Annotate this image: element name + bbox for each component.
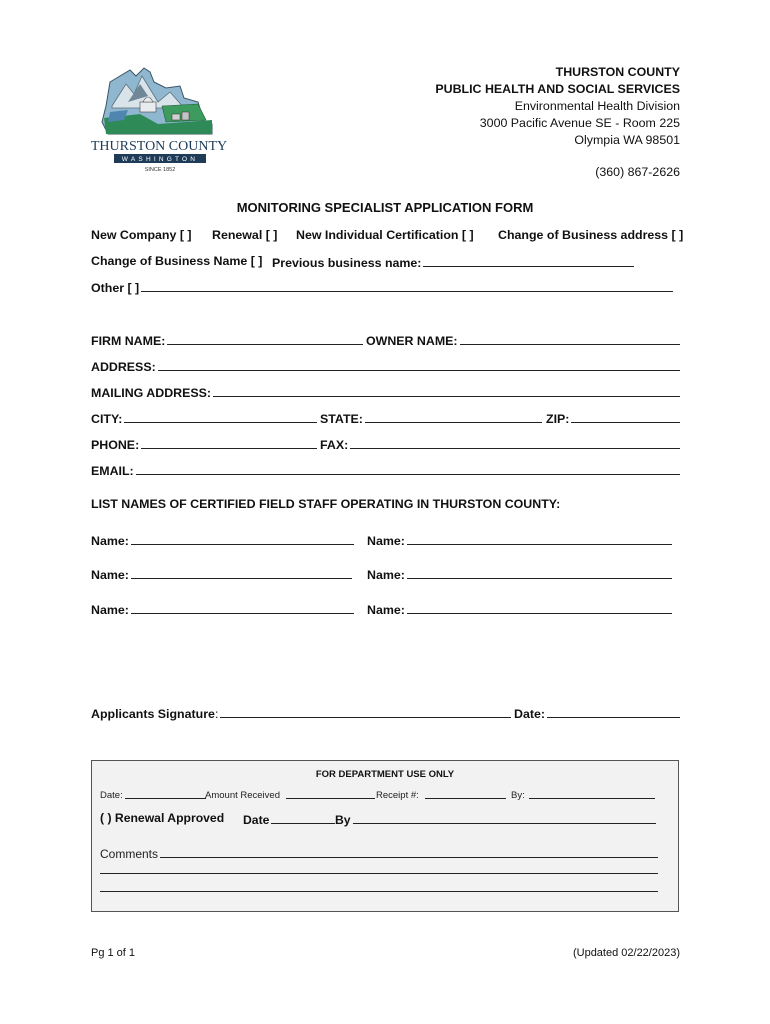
- staff-heading: LIST NAMES OF CERTIFIED FIELD STAFF OPERATING IN THURSTON COUNTY:: [91, 497, 561, 511]
- approved-date-label: Date: [243, 813, 270, 827]
- option-change-address[interactable]: [498, 228, 683, 242]
- applicant-signature-field[interactable]: [91, 705, 511, 721]
- staff-name-label: Name:: [367, 534, 405, 548]
- fax-label: FAX:: [320, 438, 349, 452]
- email-field[interactable]: [91, 462, 680, 478]
- dept-receipt-label: Receipt #:: [376, 790, 419, 801]
- dept-amount-label: Amount Received: [205, 790, 280, 801]
- signature-date-label: Date:: [514, 707, 545, 721]
- state-label: STATE:: [320, 412, 363, 426]
- logo-since: SINCE 1852: [144, 167, 176, 173]
- dept-by-field[interactable]: [511, 789, 655, 801]
- agency-address-block: [435, 64, 680, 181]
- phone-field[interactable]: [91, 436, 317, 452]
- firm-name-label: FIRM NAME:: [91, 334, 166, 348]
- approved-by-label: By: [335, 813, 351, 827]
- approved-date-field[interactable]: [243, 811, 335, 827]
- email-label: EMAIL:: [91, 464, 134, 478]
- option-renewal[interactable]: [212, 228, 277, 242]
- fax-field[interactable]: [320, 436, 680, 452]
- comments-field[interactable]: [100, 845, 658, 861]
- staff-name-3[interactable]: [91, 566, 352, 582]
- option-other-label: Other [ ]: [91, 281, 140, 295]
- page-number: Pg 1 of 1: [91, 947, 136, 959]
- comments-line-2[interactable]: [100, 873, 658, 874]
- comments-label: Comments: [100, 847, 159, 861]
- renewal-approved-option[interactable]: ( ) Renewal Approved: [100, 811, 225, 825]
- signature-label: Applicants Signature: [91, 707, 215, 721]
- mailing-address-label: MAILING ADDRESS:: [91, 386, 212, 400]
- staff-name-2[interactable]: [367, 532, 672, 548]
- firm-name-field[interactable]: [91, 332, 363, 348]
- dept-date-field[interactable]: [100, 789, 206, 801]
- option-new-individual-label: New Individual Certification [ ]: [296, 228, 474, 242]
- approved-by-field[interactable]: [335, 811, 656, 827]
- form-title: MONITORING SPECIALIST APPLICATION FORM: [236, 200, 534, 215]
- option-change-name-label: Change of Business Name [ ]: [91, 254, 263, 268]
- option-new-company-label: New Company [ ]: [91, 228, 192, 242]
- option-new-company[interactable]: [91, 228, 192, 242]
- dept-receipt-field[interactable]: [376, 789, 506, 801]
- mailing-address-field[interactable]: [91, 384, 680, 400]
- header-city: Olympia WA 98501: [574, 133, 680, 147]
- staff-name-5[interactable]: [91, 601, 354, 617]
- option-renewal-label: Renewal [ ]: [212, 228, 278, 242]
- signature-date-field[interactable]: [514, 705, 680, 721]
- city-field[interactable]: [91, 410, 317, 426]
- option-new-individual[interactable]: [296, 228, 474, 242]
- header-phone: (360) 867-2626: [595, 165, 680, 179]
- staff-name-4[interactable]: [367, 566, 672, 582]
- dept-by-label: By:: [511, 790, 525, 801]
- staff-name-label: Name:: [91, 603, 129, 617]
- previous-business-name-label: Previous business name:: [272, 256, 422, 270]
- option-change-name[interactable]: [91, 254, 262, 268]
- updated-date: (Updated 02/22/2023): [572, 947, 680, 959]
- header-county: THURSTON COUNTY: [555, 65, 680, 79]
- staff-name-label: Name:: [367, 603, 405, 617]
- owner-name-field[interactable]: [366, 332, 680, 348]
- staff-name-label: Name:: [367, 568, 405, 582]
- previous-business-name-field[interactable]: [272, 254, 634, 270]
- dept-date-label: Date:: [100, 790, 123, 801]
- address-label: ADDRESS:: [91, 360, 156, 374]
- state-field[interactable]: [320, 410, 542, 426]
- address-field[interactable]: [91, 358, 680, 374]
- option-change-address-label: Change of Business address [ ]: [498, 228, 684, 242]
- dept-amount-field[interactable]: [205, 789, 375, 801]
- staff-name-6[interactable]: [367, 601, 672, 617]
- logo-county-name: THURSTON COUNTY: [90, 139, 228, 154]
- city-label: CITY:: [91, 412, 123, 426]
- header-division: Environmental Health Division: [514, 99, 680, 113]
- header-street: 3000 Pacific Avenue SE - Room 225: [479, 116, 680, 130]
- thurston-county-logo: [88, 62, 230, 174]
- logo-sub: WASHINGTON: [121, 156, 199, 163]
- phone-label: PHONE:: [91, 438, 140, 452]
- department-use-box: [91, 760, 679, 912]
- staff-name-1[interactable]: [91, 532, 354, 548]
- owner-name-label: OWNER NAME:: [366, 334, 458, 348]
- zip-label: ZIP:: [546, 412, 570, 426]
- staff-name-label: Name:: [91, 534, 129, 548]
- county-map-logo-graphic: [88, 62, 230, 174]
- header-department: PUBLIC HEALTH AND SOCIAL SERVICES: [435, 82, 680, 96]
- staff-name-label: Name:: [91, 568, 129, 582]
- comments-line-3[interactable]: [100, 891, 658, 892]
- zip-field[interactable]: [546, 410, 680, 426]
- department-heading: FOR DEPARTMENT USE ONLY: [315, 769, 455, 780]
- signature-colon: :: [214, 707, 219, 721]
- option-other-field[interactable]: [91, 279, 673, 295]
